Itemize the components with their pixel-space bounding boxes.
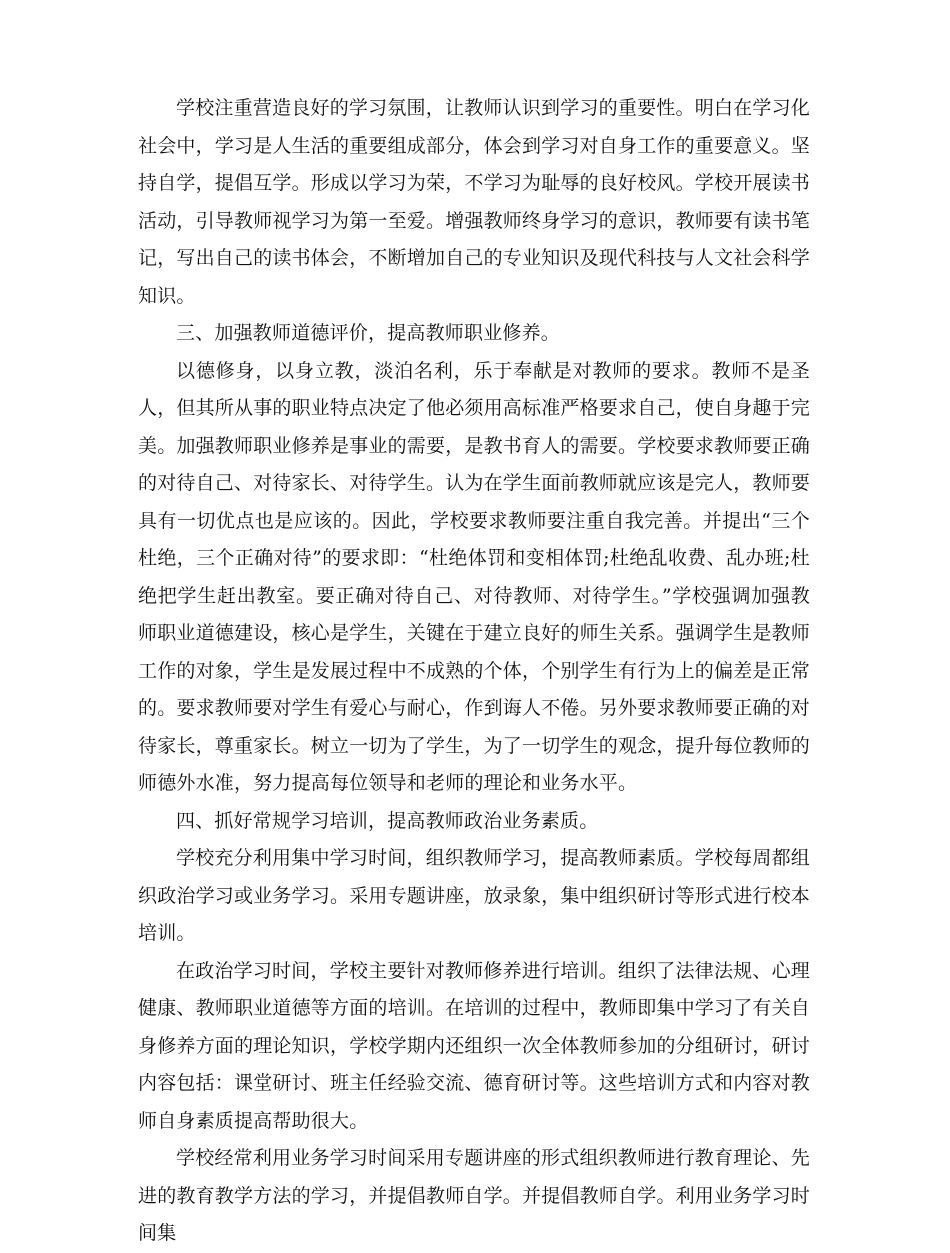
paragraph-collective-study: 学校充分利用集中学习时间，组织教师学习，提高教师素质。学校每周都组织政治学习或业务学习。采用专题讲座，放录象，集中组织研讨等形式进行校本培训。 [138,847,811,944]
document-body [138,90,810,1253]
section-heading-4: 四、抓好常规学习培训，提高教师政治业务素质。 [176,809,599,832]
paragraph-political-study: 在政治学习时间，学校主要针对教师修养进行培训。组织了法律法规、心理健康、教师职业道德等方面的培训。在培训的过程中，教师即集中学习了有关自身修养方面的理论知识，学校学期内还组织一次全体教师参加的分组研讨，研讨内容包括：课堂研讨、班主任经验交流、德育研讨等。这些培训方式和内容对教师自身素质提高帮助很大。 [138,959,811,1132]
paragraph-business-study: 学校经常利用业务学习时间采用专题讲座的形式组织教师进行教育理论、先进的教育教学方法的学习，并提倡教师自学。并提倡教师自学。利用业务学习时间集 [138,1147,811,1244]
paragraph-learning-atmosphere: 学校注重营造良好的学习氛围，让教师认识到学习的重要性。明白在学习化社会中，学习是人生活的重要组成部分，体会到学习对自身工作的重要意义。坚持自学，提倡互学。形成以学习为荣，不学习为耻辱的良好校风。学校开展读书活动，引导教师视学习为第一至爱。增强教师终身学习的意识，教师要有读书笔记，写出自己的读书体会，不断增加自己的专业知识及现代科技与人文社会科学知识。 [138,97,811,307]
section-heading-3: 三、加强教师道德评价，提高教师职业修养。 [176,322,561,344]
paragraph-ethics: 以德修身，以身立教，淡泊名利，乐于奉献是对教师的要求。教师不是圣人，但其所从事的职业特点决定了他必须用高标准严格要求自己，使自身趣于完美。加强教师职业修养是事业的需要，是教书育人的需要。学校要求教师要正确的对待自己、对待家长、对待学生。认为在学生面前教师就应该是完人，教师要具有一切优点也是应该的。因此，学校要求教师要注重自我完善。并提出“三个杜绝，三个正确对待”的要求即：“杜绝体罚和变相体罚;杜绝乱收费、乱办班;杜绝把学生赶出教室。要正确对待自己、对待教师、对待学生。”学校强调加强教师职业道德建设，核心是学生，关键在于建立良好的师生关系。强调学生是教师工作的对象，学生是发展过程中不成熟的个体，个别学生有行为上的偏差是正常的。要求教师要对学生有爱心与耐心，作到诲人不倦。另外要求教师要正确的对待家长，尊重家长。树立一切为了学生，为了一切学生的观念，提升每位教师的师德外水准，努力提高每位领导和老师的理论和业务水平。 [138,359,811,794]
